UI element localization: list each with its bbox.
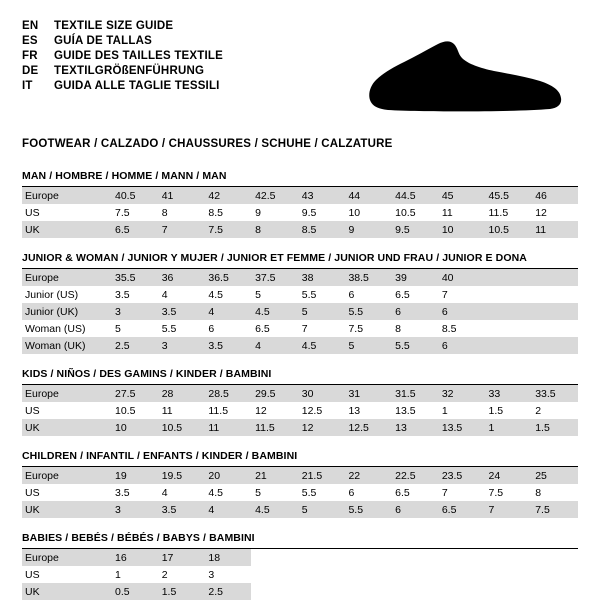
language-row <box>22 79 223 93</box>
row-label: US <box>22 402 111 419</box>
cell: 23.5 <box>438 467 485 484</box>
section-man <box>22 170 578 238</box>
cell: 1.5 <box>531 419 578 436</box>
cell: 39 <box>391 269 438 286</box>
cell: 42 <box>204 187 251 204</box>
cell: 40 <box>438 269 485 286</box>
cell: 12 <box>298 419 345 436</box>
cell: 1 <box>438 402 485 419</box>
cell: 4.5 <box>298 337 345 354</box>
cell: 7.5 <box>485 484 532 501</box>
cell: 10 <box>111 419 158 436</box>
language-title: GUIDA ALLE TAGLIE TESSILI <box>54 80 220 92</box>
size-table <box>22 467 578 518</box>
cell: 33 <box>485 385 532 402</box>
cell: 6.5 <box>438 501 485 518</box>
table-row <box>22 269 578 286</box>
cell: 45 <box>438 187 485 204</box>
cell: 43 <box>298 187 345 204</box>
cell: 8.5 <box>204 204 251 221</box>
table-row <box>22 337 578 354</box>
row-label: US <box>22 484 111 501</box>
cell: 9 <box>344 221 391 238</box>
cell: 2 <box>161 568 168 581</box>
cell <box>531 320 578 337</box>
cell: 1.5 <box>485 402 532 419</box>
cell: 18 <box>204 549 251 566</box>
row-label: Woman (UK) <box>22 337 111 354</box>
cell <box>485 269 532 286</box>
cell: 33.5 <box>531 385 578 402</box>
cell: 10 <box>438 221 485 238</box>
row-label: US <box>25 568 40 581</box>
cell: 28.5 <box>204 385 251 402</box>
cell: 3.5 <box>111 484 158 501</box>
cell: 6 <box>344 484 391 501</box>
cell: 3 <box>158 337 205 354</box>
cell: 41 <box>158 187 205 204</box>
cell: 11 <box>531 221 578 238</box>
cell: 21 <box>251 467 298 484</box>
language-code: DE <box>22 65 39 77</box>
dress-shoe-silhouette-icon <box>364 38 564 120</box>
row-label: Europe <box>22 269 111 286</box>
section-babies <box>22 532 578 600</box>
cell <box>531 337 578 354</box>
cell: 3 <box>111 501 158 518</box>
cell: 20 <box>204 467 251 484</box>
language-title: GUIDE DES TAILLES TEXTILE <box>54 50 223 62</box>
cell: 5 <box>251 286 298 303</box>
row-label: Europe <box>22 187 111 204</box>
cell: 10.5 <box>485 221 532 238</box>
document-header <box>22 18 578 120</box>
table-row <box>22 187 578 204</box>
table-row <box>22 467 578 484</box>
cell: 37.5 <box>251 269 298 286</box>
cell: 7 <box>438 484 485 501</box>
cell: 3.5 <box>204 337 251 354</box>
cell: 5 <box>251 484 298 501</box>
cell: 44 <box>344 187 391 204</box>
language-title-list <box>22 18 223 93</box>
row-label: UK <box>22 501 111 518</box>
cell: 25 <box>531 467 578 484</box>
table-row <box>22 204 578 221</box>
cell: 11.5 <box>251 419 298 436</box>
cell: 0.5 <box>111 583 158 600</box>
cell: 4.5 <box>251 501 298 518</box>
category-heading: FOOTWEAR / CALZADO / CHAUSSURES / SCHUHE / CALZATURE <box>22 138 393 150</box>
row-label: Europe <box>22 549 111 566</box>
cell: 6 <box>391 303 438 320</box>
cell: 4 <box>204 501 251 518</box>
cell: 7 <box>298 320 345 337</box>
cell: 8.5 <box>438 320 485 337</box>
cell: 35.5 <box>111 269 158 286</box>
cell: 6.5 <box>391 484 438 501</box>
cell: 9.5 <box>298 204 345 221</box>
cell <box>485 320 532 337</box>
cell: 22 <box>344 467 391 484</box>
cell: 19.5 <box>158 467 205 484</box>
cell: 7.5 <box>344 320 391 337</box>
cell: 3 <box>208 568 215 581</box>
section-title: MAN / HOMBRE / HOMME / MANN / MAN <box>22 170 227 182</box>
cell: 5.5 <box>391 337 438 354</box>
section-title: BABIES / BEBÉS / BÉBÉS / BABYS / BAMBINI <box>22 532 255 544</box>
size-table <box>22 385 578 436</box>
cell <box>485 303 532 320</box>
language-code: IT <box>22 80 33 92</box>
table-row <box>22 419 578 436</box>
cell: 30 <box>298 385 345 402</box>
cell: 44.5 <box>391 187 438 204</box>
section-children <box>22 450 578 518</box>
cell: 13 <box>391 419 438 436</box>
cell <box>485 337 532 354</box>
cell: 13 <box>344 402 391 419</box>
row-label: US <box>22 204 111 221</box>
cell: 7.5 <box>204 221 251 238</box>
cell-empty <box>251 583 578 600</box>
cell <box>531 303 578 320</box>
cell: 21.5 <box>298 467 345 484</box>
cell: 1 <box>115 568 121 581</box>
language-title: GUÍA DE TALLAS <box>54 35 152 47</box>
cell: 6 <box>438 337 485 354</box>
row-label: Junior (UK) <box>22 303 111 320</box>
cell: 31.5 <box>391 385 438 402</box>
cell: 11 <box>438 204 485 221</box>
cell: 4 <box>158 286 205 303</box>
cell: 8 <box>158 204 205 221</box>
cell: 4 <box>204 303 251 320</box>
cell: 22.5 <box>391 467 438 484</box>
cell: 7 <box>438 286 485 303</box>
cell: 16 <box>111 549 158 566</box>
cell: 27.5 <box>111 385 158 402</box>
cell: 7 <box>485 501 532 518</box>
row-label: UK <box>22 583 111 600</box>
table-row <box>22 484 578 501</box>
table-row <box>22 549 578 566</box>
cell: 9.5 <box>391 221 438 238</box>
row-label: Europe <box>22 385 111 402</box>
cell: 4.5 <box>204 484 251 501</box>
cell: 4.5 <box>251 303 298 320</box>
section-title: JUNIOR & WOMAN / JUNIOR Y MUJER / JUNIOR ET FEMME / JUNIOR UND FRAU / JUNIOR E DONA <box>22 252 527 264</box>
cell: 3 <box>111 303 158 320</box>
language-code: FR <box>22 50 38 62</box>
cell: 13.5 <box>438 419 485 436</box>
cell: 6 <box>204 320 251 337</box>
cell: 5 <box>111 320 158 337</box>
cell: 5.5 <box>344 303 391 320</box>
cell: 8 <box>531 484 578 501</box>
cell: 42.5 <box>251 187 298 204</box>
cell: 12.5 <box>344 419 391 436</box>
cell: 11 <box>204 419 251 436</box>
cell: 12.5 <box>298 402 345 419</box>
cell: 5 <box>344 337 391 354</box>
row-label: Europe <box>22 467 111 484</box>
row-label: Junior (US) <box>22 286 111 303</box>
cell: 3.5 <box>111 286 158 303</box>
language-row <box>22 19 223 33</box>
size-table <box>22 549 578 600</box>
table-row <box>22 583 578 600</box>
cell: 4.5 <box>204 286 251 303</box>
section-title: CHILDREN / INFANTIL / ENFANTS / KINDER / BAMBINI <box>22 450 298 462</box>
cell: 1.5 <box>158 583 205 600</box>
table-row <box>22 501 578 518</box>
cell: 32 <box>438 385 485 402</box>
cell: 3.5 <box>158 303 205 320</box>
size-table <box>22 187 578 238</box>
cell-empty <box>251 566 578 583</box>
cell: 38.5 <box>344 269 391 286</box>
cell: 19 <box>111 467 158 484</box>
cell: 5.5 <box>298 286 345 303</box>
cell: 9 <box>251 204 298 221</box>
cell: 10 <box>344 204 391 221</box>
cell: 45.5 <box>485 187 532 204</box>
cell: 5.5 <box>344 501 391 518</box>
cell: 17 <box>158 549 205 566</box>
cell: 13.5 <box>391 402 438 419</box>
table-row <box>22 402 578 419</box>
cell <box>485 286 532 303</box>
language-code: EN <box>22 20 39 32</box>
cell: 36.5 <box>204 269 251 286</box>
cell <box>531 269 578 286</box>
cell: 5.5 <box>158 320 205 337</box>
size-table <box>22 269 578 354</box>
row-label: UK <box>22 419 111 436</box>
cell: 31 <box>344 385 391 402</box>
cell: 12 <box>251 402 298 419</box>
row-label: Woman (US) <box>22 320 111 337</box>
table-row <box>22 303 578 320</box>
cell: 7.5 <box>111 204 158 221</box>
language-title: TEXTILGRÖßENFÜHRUNG <box>54 65 205 77</box>
cell: 2.5 <box>204 583 251 600</box>
cell: 6.5 <box>391 286 438 303</box>
cell: 5.5 <box>298 484 345 501</box>
cell: 10.5 <box>111 402 158 419</box>
cell: 12 <box>531 204 578 221</box>
cell: 4 <box>251 337 298 354</box>
table-row <box>22 566 578 583</box>
cell-empty <box>251 549 578 566</box>
cell: 6.5 <box>251 320 298 337</box>
cell: 8 <box>251 221 298 238</box>
language-code: ES <box>22 35 38 47</box>
language-title: TEXTILE SIZE GUIDE <box>54 20 174 32</box>
language-row <box>22 34 223 48</box>
cell: 7.5 <box>531 501 578 518</box>
table-row <box>22 221 578 238</box>
language-row <box>22 64 223 78</box>
table-row <box>22 320 578 337</box>
cell: 6.5 <box>111 221 158 238</box>
cell: 38 <box>298 269 345 286</box>
cell: 11.5 <box>485 204 532 221</box>
cell: 11.5 <box>204 402 251 419</box>
cell: 2.5 <box>111 337 158 354</box>
cell: 10.5 <box>391 204 438 221</box>
cell: 36 <box>158 269 205 286</box>
cell: 5 <box>298 501 345 518</box>
cell: 4 <box>158 484 205 501</box>
cell: 8.5 <box>298 221 345 238</box>
cell: 3.5 <box>158 501 205 518</box>
table-row <box>22 385 578 402</box>
row-label: UK <box>22 221 111 238</box>
cell: 11 <box>158 402 205 419</box>
cell: 40.5 <box>111 187 158 204</box>
cell: 10.5 <box>158 419 205 436</box>
cell: 5 <box>298 303 345 320</box>
cell: 28 <box>158 385 205 402</box>
cell: 7 <box>158 221 205 238</box>
cell: 1 <box>485 419 532 436</box>
cell: 29.5 <box>251 385 298 402</box>
cell: 24 <box>485 467 532 484</box>
cell <box>531 286 578 303</box>
section-junior-woman <box>22 252 578 354</box>
table-row <box>22 286 578 303</box>
cell: 6 <box>344 286 391 303</box>
section-kids <box>22 368 578 436</box>
section-title: KIDS / NIÑOS / DES GAMINS / KINDER / BAMBINI <box>22 368 272 380</box>
cell: 6 <box>391 501 438 518</box>
language-row <box>22 49 223 63</box>
cell: 6 <box>438 303 485 320</box>
cell: 46 <box>531 187 578 204</box>
cell: 2 <box>531 402 578 419</box>
cell: 8 <box>391 320 438 337</box>
